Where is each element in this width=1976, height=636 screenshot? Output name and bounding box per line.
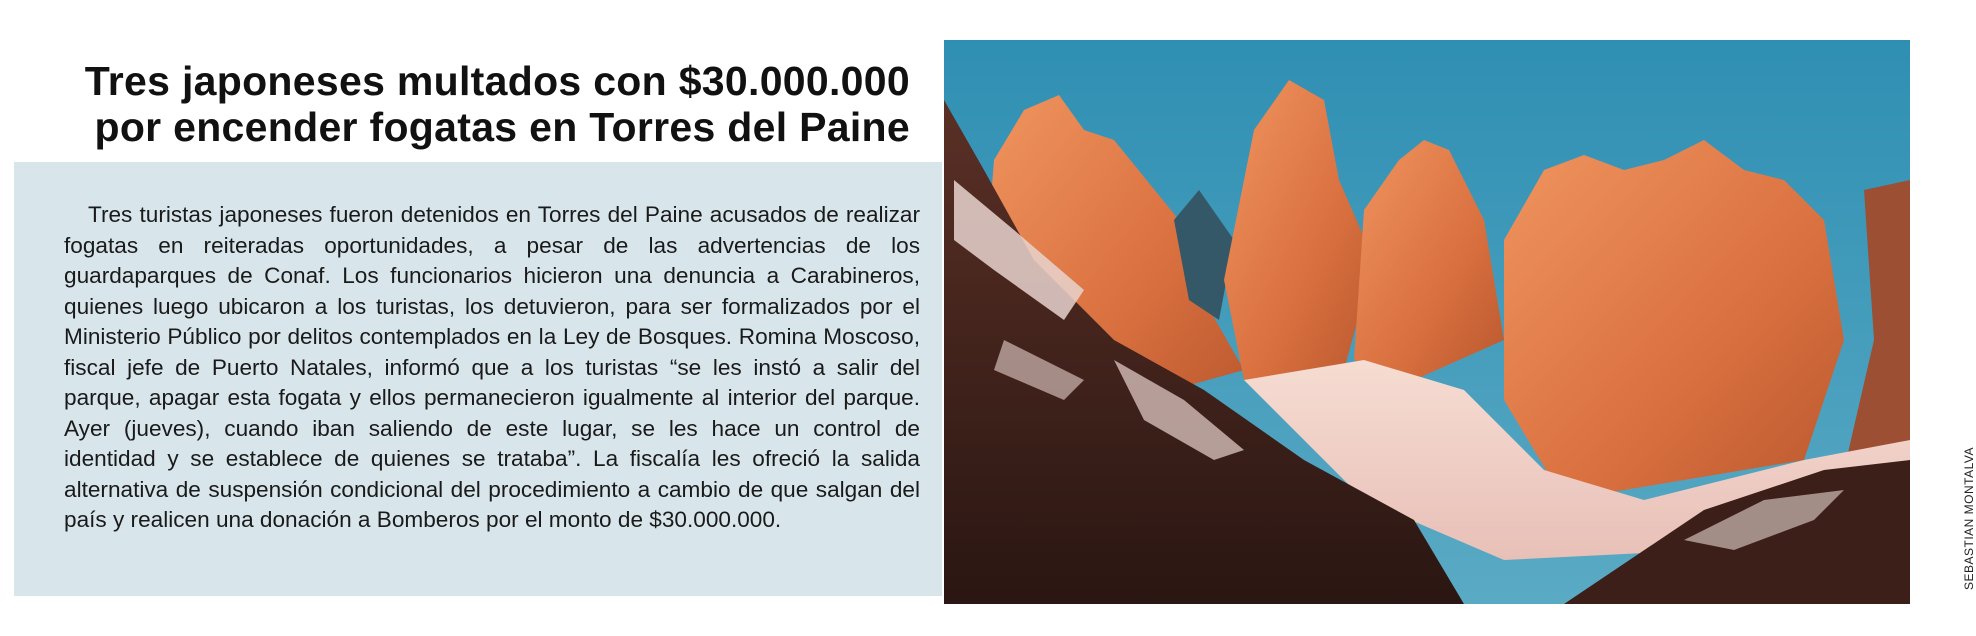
torres-del-paine-photo [944, 40, 1910, 604]
mountain-image [944, 40, 1910, 604]
photo-credit: SEBASTIAN MONTALVA [1962, 446, 1976, 590]
headline-line-2: por encender fogatas en Torres del Paine [94, 104, 910, 150]
headline-line-1: Tres japoneses multados con $30.000.000 [84, 58, 910, 104]
article-text-box [14, 162, 942, 596]
headline [40, 58, 910, 150]
article-body: Tres turistas japoneses fueron detenidos en Torres del Paine acusados de realizar fogatas en reiteradas oportunidades, a pesar de las advertencias de los guardaparques de Conaf. Los funcionarios hicieron una denuncia a Carabineros, quienes luego ubicaron a los turistas, los detuvieron, para ser formalizados por el Ministerio Público por delitos contemplados en la Ley de Bosques. Romina Moscoso, fiscal jefe de Puerto Natales, informó que a los turistas “se les instó a salir del parque, apagar esta fogata y ellos permanecieron igualmente al interior del parque. Ayer (jueves), cuando iban saliendo de este lugar, se les hace un control de identidad y se establece de quienes se trataba”. La fiscalía les ofreció la salida alternativa de suspensión condicional del procedimiento a cambio de que salgan del país y realicen una donación a Bomberos por el monto de $30.000.000. [64, 202, 920, 532]
